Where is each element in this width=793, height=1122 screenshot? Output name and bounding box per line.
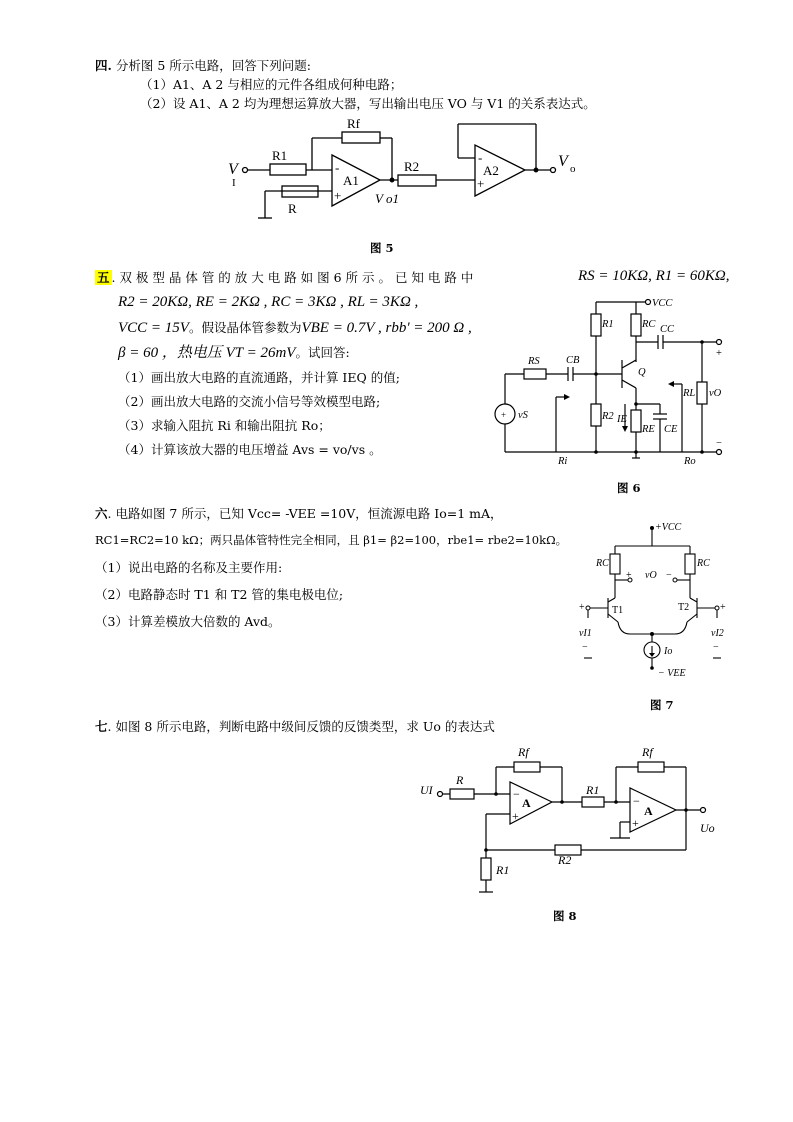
- fig8-label-rf1: Rf: [518, 745, 529, 759]
- fig6-label-re: RE: [642, 424, 655, 435]
- fig6-minus: −: [716, 438, 722, 449]
- q6-item-2: （2）电路静态时 T1 和 T2 管的集电极电位;: [95, 587, 344, 602]
- q5-line-1: [95, 270, 473, 286]
- fig7-label-rc1: RC: [596, 558, 609, 569]
- q5-item-3: （3）求输入阻抗 Ri 和输出阻抗 Ro；: [118, 418, 331, 433]
- fig8-a1-minus: −: [513, 787, 520, 801]
- fig7-label-t1: T1: [612, 605, 624, 616]
- fig7-label-rc2: RC: [697, 558, 710, 569]
- q5-line3-math2: VBE = 0.7V , rbb' = 200 Ω ,: [301, 320, 472, 336]
- fig5-label-vi-sub: I: [232, 177, 236, 189]
- fig7-vi1-minus: −: [582, 642, 588, 653]
- figure-7-circuit: [570, 518, 735, 690]
- fig6-label-vcc: VCC: [652, 298, 673, 309]
- fig6-label-rs: RS: [528, 356, 540, 367]
- q6-line-1: [95, 506, 503, 522]
- q5-number: 五: [97, 270, 110, 285]
- fig8-label-r1-ground: R1: [496, 863, 510, 877]
- figure-6-circuit: [490, 292, 730, 472]
- fig5-label-vo1: V o1: [375, 191, 399, 206]
- fig8-a2-plus: +: [632, 816, 639, 830]
- q4-stem: [95, 58, 311, 74]
- fig5-label-vi: V: [228, 161, 238, 178]
- fig8-a2-minus: −: [633, 794, 640, 808]
- fig6-label-r2: R2: [602, 411, 614, 422]
- q6-line1-text: . 电路如图 7 所示，已知 Vcc= -VEE =10V，恒流源电路 Io=1 mA，: [107, 506, 503, 521]
- fig6-label-ie: IE: [617, 414, 627, 425]
- q5-line2-math: R2 = 20KΩ, RE = 2KΩ , RC = 3KΩ , RL = 3KΩ ,: [118, 294, 419, 310]
- q7-line-1: [95, 719, 495, 735]
- q6-item-1: （1）说出电路的名称及主要作用:: [95, 560, 283, 575]
- q7-number: 七: [95, 719, 108, 734]
- q5-item-4: （4）计算该放大器的电压增益 Avs = vo/vs 。: [118, 442, 382, 457]
- fig5-label-r2: R2: [404, 159, 420, 174]
- figure-8-caption: 图 8: [553, 909, 577, 923]
- fig5-label-rf: Rf: [347, 116, 360, 131]
- fig8-label-rf2: Rf: [642, 745, 653, 759]
- fig8-label-uo: Uo: [700, 821, 715, 835]
- fig8-a1-plus: +: [512, 809, 519, 823]
- fig5-a2-minus: -: [478, 150, 483, 165]
- q5-line4-math: β = 60 ，热电压 VT = 26mV: [118, 345, 296, 361]
- q5-line4-text: 。试回答:: [295, 345, 350, 360]
- fig7-label-vi2: vI2: [711, 628, 724, 639]
- figure-5-circuit: [220, 110, 590, 235]
- fig6-label-r1: R1: [602, 319, 614, 330]
- fig8-label-ui: UI: [420, 783, 433, 797]
- q4-number: 四.: [95, 58, 112, 73]
- fig6-label-cc: CC: [660, 324, 675, 335]
- fig6-label-ce: CE: [664, 424, 678, 435]
- fig8-label-r2: R2: [558, 853, 572, 867]
- fig5-label-a2: A2: [483, 163, 499, 178]
- q5-line-4: [118, 345, 350, 361]
- fig6-label-rc: RC: [642, 319, 656, 330]
- fig8-label-r1: R1: [586, 783, 600, 797]
- fig5-a1-minus: -: [335, 160, 340, 175]
- q5-line1-text: . 双 极 型 晶 体 管 的 放 大 电 路 如 图 6 所 示 。 已 知 电 路 中: [111, 270, 474, 285]
- fig7-vi2-plus: +: [720, 602, 726, 613]
- fig7-label-io: Io: [664, 646, 673, 657]
- q7-line1-text: . 如图 8 所示电路，判断电路中级间反馈的反馈类型，求 Uo 的表达式: [107, 719, 495, 734]
- fig6-label-cb: CB: [566, 355, 580, 366]
- fig6-label-ro: Ro: [684, 456, 696, 467]
- fig6-plus: +: [716, 348, 722, 359]
- figure-6-caption: 图 6: [617, 481, 641, 495]
- fig7-label-vcc: +VCC: [655, 522, 682, 533]
- fig7-vi2-minus: −: [713, 642, 719, 653]
- fig6-label-rl: RL: [683, 388, 696, 399]
- fig6-vs-plus: +: [501, 410, 507, 420]
- q6-line-2: RC1=RC2=10 kΩ；两只晶体管特性完全相同，且 β1= β2=100，rbe1= rbe2=10kΩ。: [95, 533, 568, 547]
- fig5-label-vo: V: [558, 153, 568, 170]
- fig5-a2-plus: +: [477, 176, 485, 191]
- fig6-label-q: Q: [638, 367, 646, 378]
- q5-item-2: （2）画出放大电路的交流小信号等效模型电路;: [118, 394, 381, 409]
- fig7-label-vee: − VEE: [658, 668, 686, 679]
- fig8-label-r: R: [456, 773, 464, 787]
- q5-line-3: [118, 320, 472, 336]
- fig6-label-vo: vO: [709, 388, 722, 399]
- q4-item-1: （1）A1、A 2 与相应的元件各组成何种电路；: [140, 77, 403, 92]
- fig5-label-r1: R1: [272, 148, 288, 163]
- figure-7-caption: 图 7: [650, 698, 674, 712]
- fig7-vo-plus: +: [626, 570, 632, 581]
- q5-line3-math: VCC = 15V: [118, 320, 189, 336]
- fig7-label-t2: T2: [678, 602, 690, 613]
- fig7-label-vo: vO: [645, 570, 657, 581]
- fig7-label-vi1: vI1: [579, 628, 592, 639]
- fig6-label-ri: Ri: [558, 456, 568, 467]
- figure-5-caption: 图 5: [370, 241, 394, 255]
- fig7-vi1-plus: +: [579, 602, 585, 613]
- fig6-label-vs: vS: [518, 410, 528, 421]
- fig5-label-r: R: [288, 201, 297, 216]
- fig5-label-a1: A1: [343, 173, 359, 188]
- figure-8-circuit: [410, 742, 720, 902]
- fig5-a1-plus: +: [334, 188, 342, 203]
- q4-item-2: （2）设 A1、A 2 均为理想运算放大器，写出输出电压 VO 与 V1 的关系表达式。: [140, 96, 596, 111]
- q4-stem-text: 分析图 5 所示电路，回答下列问题:: [115, 58, 311, 73]
- fig8-label-a2: A: [644, 804, 653, 818]
- q5-line3-text: 。假设晶体管参数为: [188, 320, 302, 335]
- q6-number: 六: [95, 506, 108, 521]
- fig5-label-vo-sub: o: [570, 163, 576, 175]
- q5-line1-math: RS = 10KΩ, R1 = 60KΩ,: [578, 268, 730, 284]
- fig7-vo-minus: −: [666, 570, 672, 581]
- fig8-label-a1: A: [522, 796, 531, 810]
- q5-item-1: （1）画出放大电路的直流通路，并计算 IEQ 的值;: [118, 370, 400, 385]
- q6-item-3: （3）计算差模放大倍数的 Avd。: [95, 614, 281, 629]
